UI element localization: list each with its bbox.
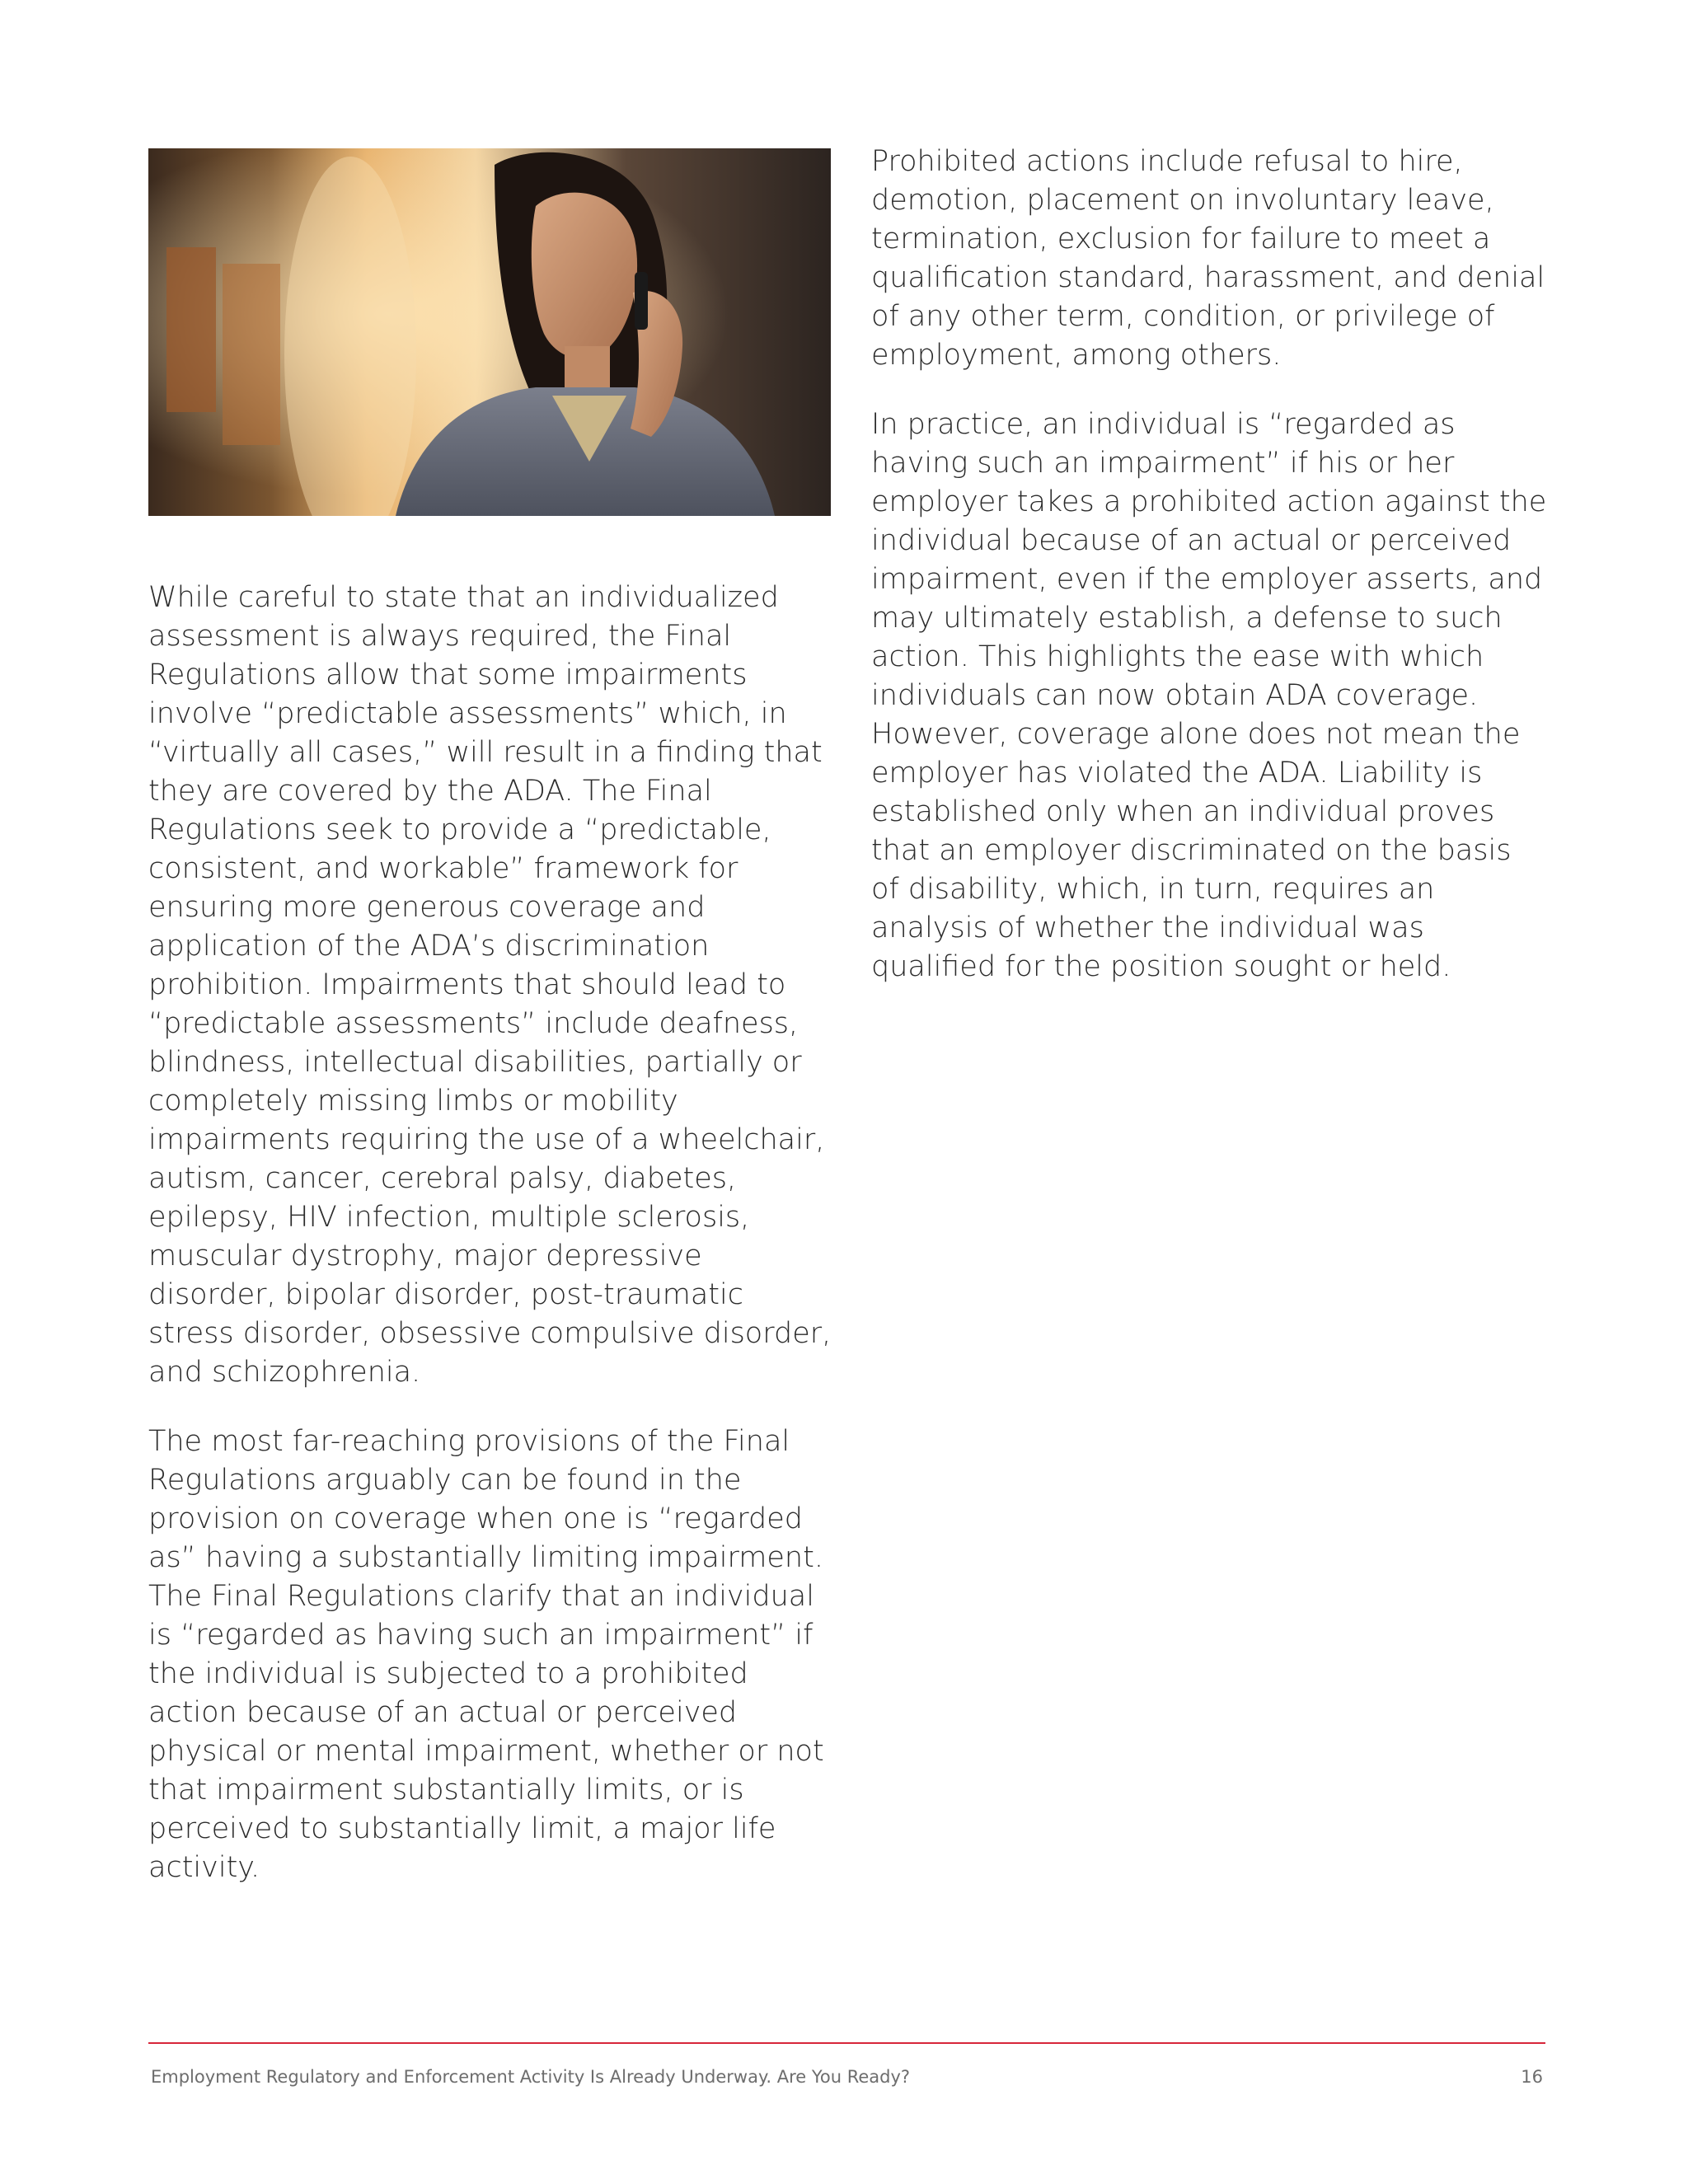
page-number: 16	[1521, 2067, 1543, 2087]
paragraph-regarded-as-coverage: The most far-reaching provisions of the Final Regulations arguably can be found in the provision on coverage when one is “regarded as” having a substantially limiting impairment. The Final Regulations clarify that an individual is “regarded as having such an impairment” if the individual is subjected to a prohibited action because of an actual or perceived physical or mental impairment, whether or not that impairment substantially limits, or is perceived to substantially limit, a major life activity.	[148, 1425, 824, 1884]
paragraph-in-practice: In practice, an individual is “regarded as having such an impairment” if his or her employer takes a prohibited action against the individual because of an actual or perceived impairment, even if the employer asserts, and may ultimately establish, a defense to such action. This highlights the ease with which individuals can now obtain ADA coverage. However, coverage alone does not mean the employer has violated the ADA. Liability is established only when an individual proves that an employer discriminated on the basis of disability, which, in turn, requires an analysis of whether the individual was qualified for the position sought or held.	[871, 408, 1547, 983]
right-text-column	[871, 143, 1547, 1017]
footer-title: Employment Regulatory and Enforcement Activity Is Already Underway. Are You Ready?	[151, 2067, 911, 2087]
paragraph-predictable-assessments: While careful to state that an individualized assessment is always required, the Final Regulations allow that some impairments involve “predictable assessments” which, in “virtually all cases,” will result in a finding that they are covered by the ADA. The Final Regulations seek to provide a “predictable, consistent, and workable” framework for ensuring more generous coverage and application of the ADA’s discrimination prohibition. Impairments that should lead to “predictable assessments” include deafness, blindness, intellectual disabilities, partially or completely missing limbs or mobility impairments requiring the use of a wheelchair, autism, cancer, cerebral palsy, diabetes, epilepsy, HIV infection, multiple sclerosis, muscular dystrophy, major depressive disorder, bipolar disorder, post-traumatic stress disorder, obsessive compulsive disorder, and schizophrenia.	[148, 581, 832, 1389]
photo-illustration	[148, 148, 831, 516]
footer-divider	[148, 2042, 1545, 2044]
photo-woman-on-phone	[148, 148, 831, 516]
left-text-column	[148, 579, 837, 1918]
paragraph-prohibited-actions: Prohibited actions include refusal to hire, demotion, placement on involuntary leave, termination, exclusion for failure to meet a qualification standard, harassment, and denial of any other term, condition, or privilege of employment, among others.	[871, 145, 1545, 372]
